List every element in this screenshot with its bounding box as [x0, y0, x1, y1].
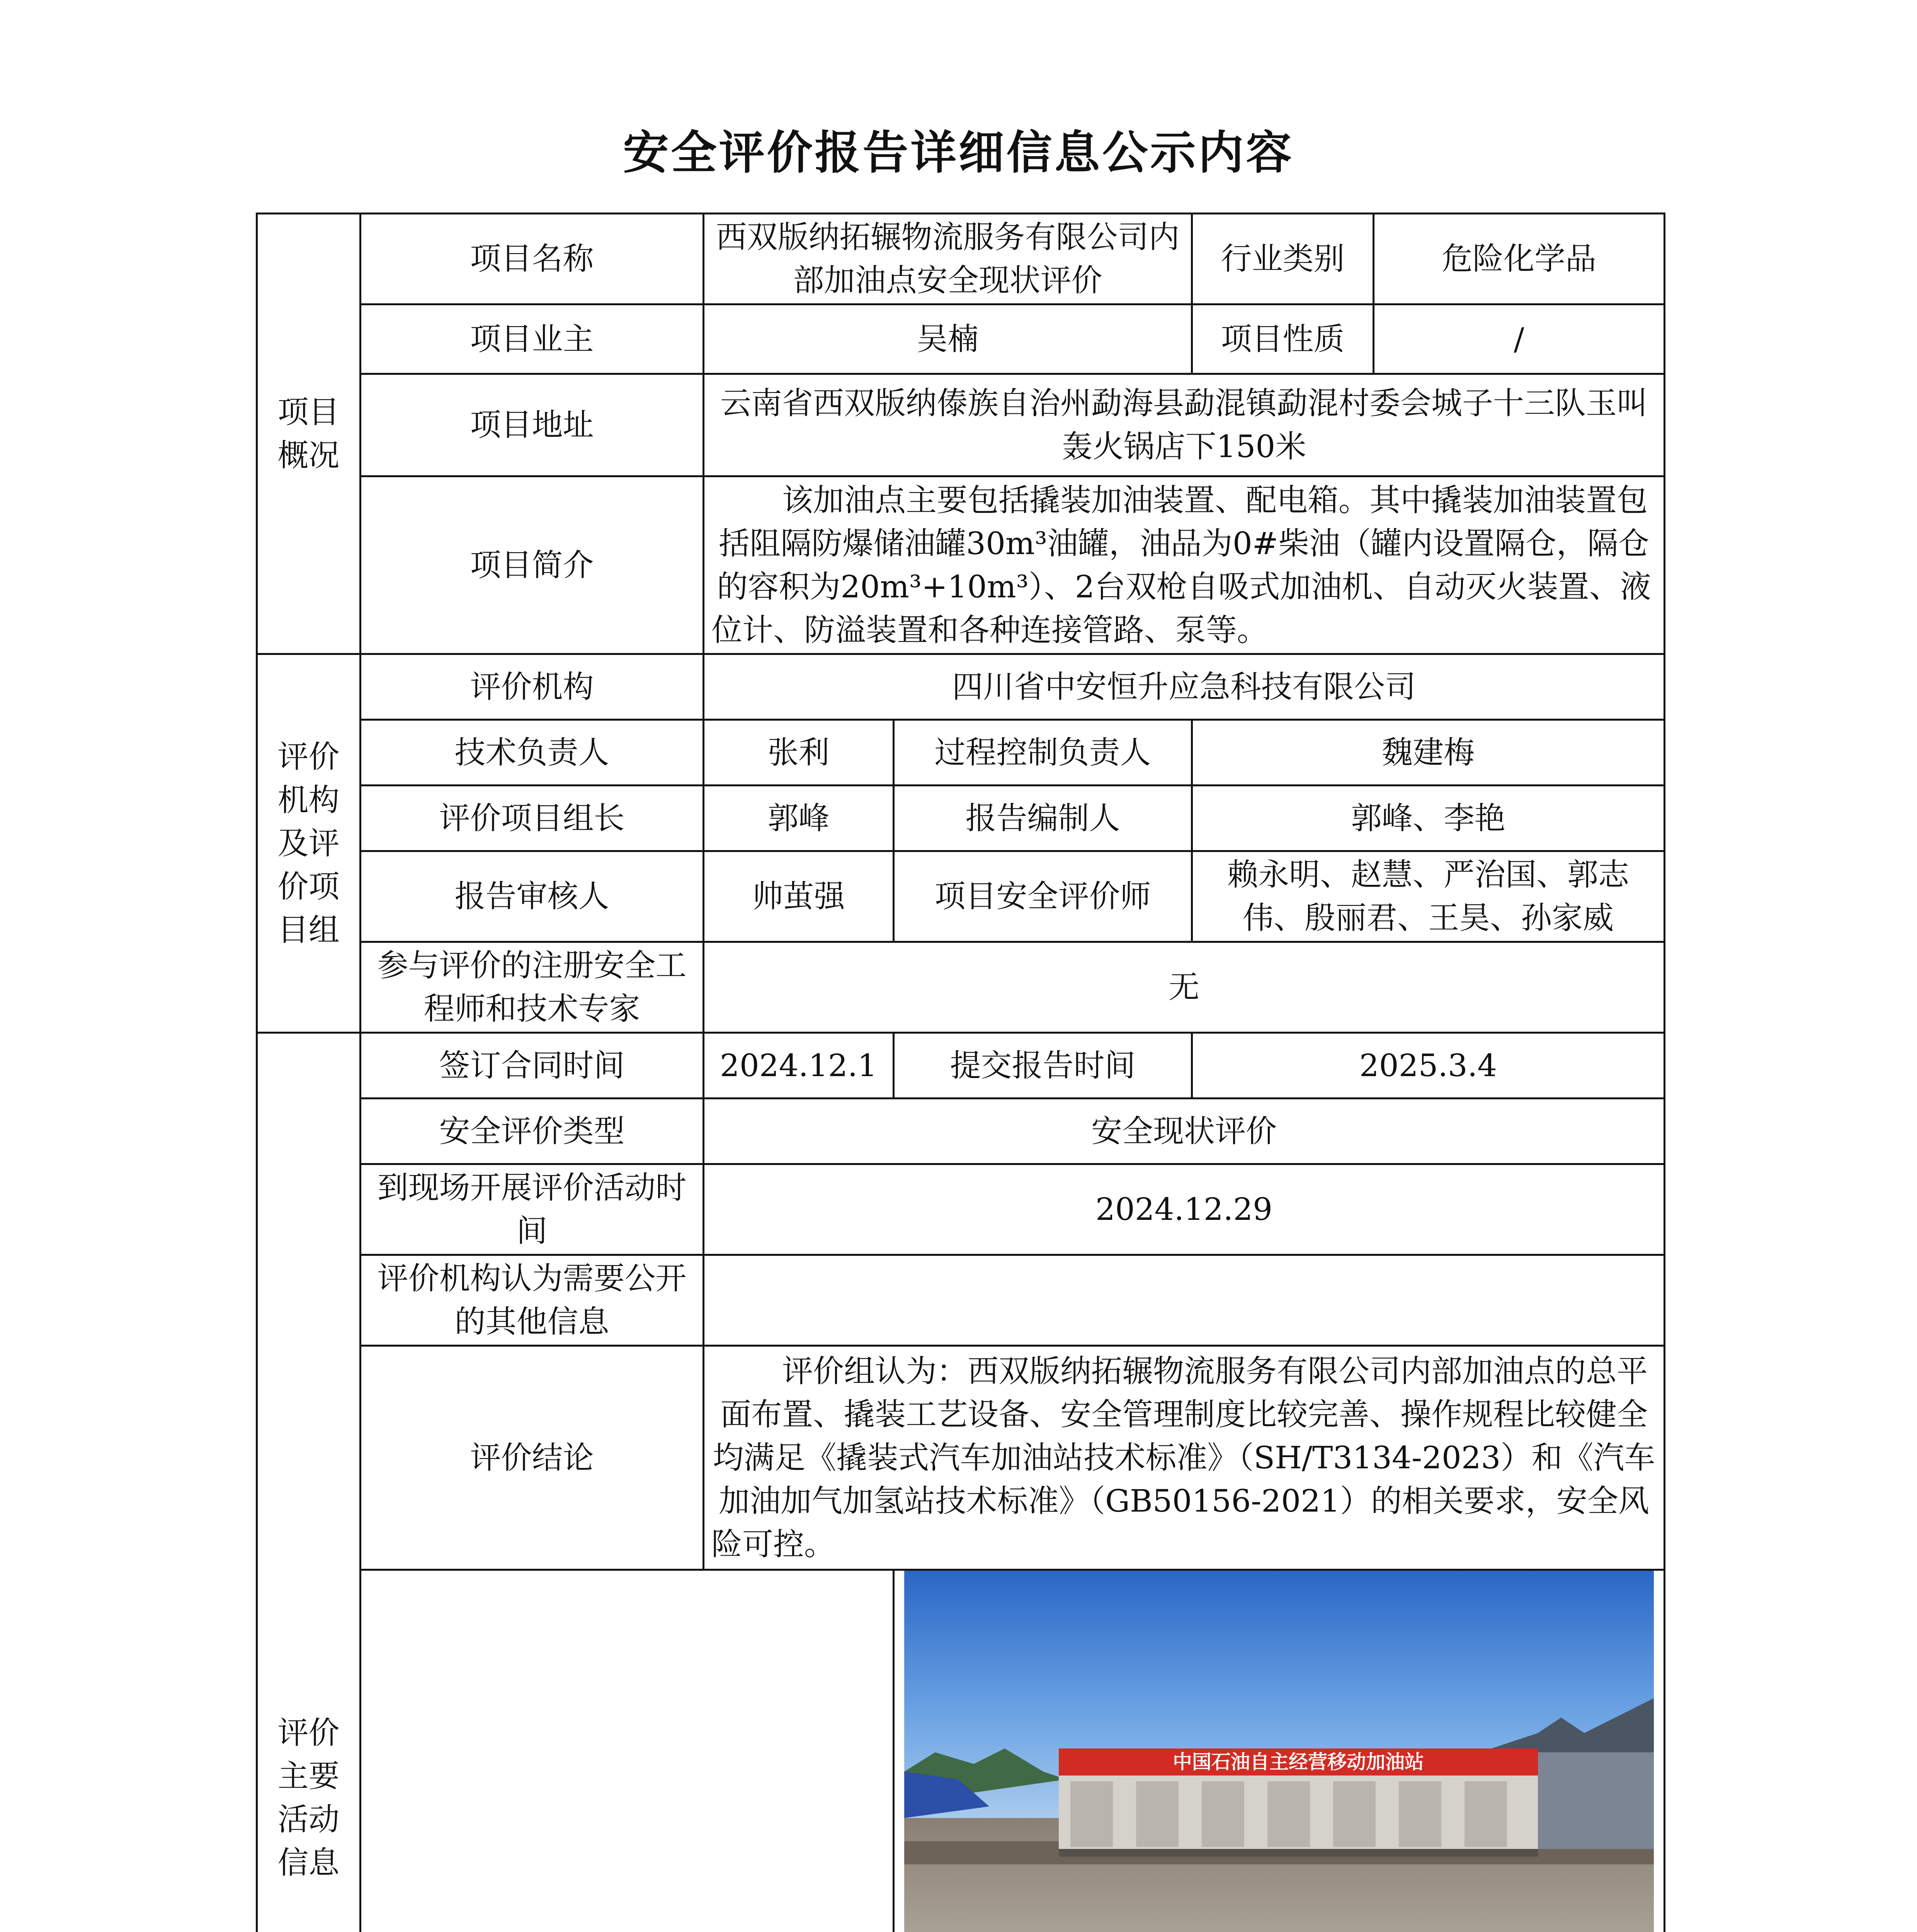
team-leader-label: 评价项目组长: [361, 786, 704, 851]
project-intro-label: 项目简介: [361, 476, 704, 654]
industry-value: 危险化学品: [1374, 214, 1665, 304]
process-lead-value: 魏建梅: [1192, 720, 1665, 786]
site-date-label: 到现场开展评价活动时间: [361, 1164, 704, 1255]
info-table: [256, 213, 1665, 1932]
project-name-label: 项目名称: [361, 214, 704, 304]
project-nature-label: 项目性质: [1192, 304, 1374, 374]
contract-date-value: 2024.12.1: [704, 1033, 894, 1099]
project-name-value: 西双版纳拓辗物流服务有限公司内部加油点安全现状评价: [704, 214, 1192, 304]
assessors-value: 赖永明、赵慧、严治国、郭志伟、殷丽君、王昊、孙家威: [1192, 851, 1665, 942]
other-info-value: [704, 1255, 1665, 1346]
experts-label: 参与评价的注册安全工程师和技术专家: [361, 942, 704, 1033]
project-owner-value: 吴楠: [704, 304, 1192, 374]
submit-date-value: 2025.3.4: [1192, 1033, 1665, 1099]
eval-type-label: 安全评价类型: [361, 1099, 704, 1164]
agency-label: 评价机构: [361, 654, 704, 720]
submit-date-label: 提交报告时间: [894, 1033, 1192, 1099]
site-photos-label: [361, 1570, 894, 1932]
page-title: 安全评价报告详细信息公示内容: [623, 126, 1294, 179]
tech-lead-value: 张利: [704, 720, 894, 786]
project-intro-value: [704, 476, 1665, 654]
conclusion-label: 评价结论: [361, 1346, 704, 1570]
report-author-value: 郭峰、李艳: [1192, 786, 1665, 851]
site-photo-front: [904, 1571, 1654, 1932]
project-address-label: 项目地址: [361, 374, 704, 476]
report-author-label: 报告编制人: [894, 786, 1192, 851]
process-lead-label: 过程控制负责人: [894, 720, 1192, 786]
contract-date-label: 签订合同时间: [361, 1033, 704, 1099]
section-overview-label: [257, 214, 361, 654]
project-address-value: 云南省西双版纳傣族自治州勐海县勐混镇勐混村委会城子十三队玉叫轰火锅店下150米: [704, 374, 1665, 476]
conclusion-value: [704, 1346, 1665, 1570]
experts-value: 无: [704, 942, 1665, 1033]
agency-value: 四川省中安恒升应急科技有限公司: [704, 654, 1665, 720]
section-agency-text: 评价 机构 及评 价项 目组: [277, 738, 340, 948]
conclusion-text: 评价组认为：西双版纳拓辗物流服务有限公司内部加油点的总平面布置、撬装工艺设备、安全管理制度比较完善、操作规程比较健全均满足《撬装式汽车加油站技术标准》（SH/T3134-2023）和《汽车加油加气加氢站技术标准》（GB50156-2021）的相关要求，安全风险可控。: [711, 1353, 1655, 1562]
project-intro-text: 该加油点主要包括撬装加油装置、配电箱。其中撬装加油装置包括阻隔防爆储油罐30m³油罐，油品为0#柴油（罐内设置隔仓，隔仓的容积为20m³+10m³）、2台双枪自吸式加油机、自动灭火装置、液位计、防溢装置和各种连接管路、泵等。: [711, 482, 1651, 648]
site-photos-cell: [894, 1570, 1665, 1932]
team-leader-value: 郭峰: [704, 786, 894, 851]
eval-type-value: 安全现状评价: [704, 1099, 1665, 1164]
section-agency-label: [257, 654, 361, 1033]
project-owner-label: 项目业主: [361, 304, 704, 374]
report-reviewer-value: 帅茧强: [704, 851, 894, 942]
section-overview-text: 项目 概况: [277, 394, 340, 473]
report-reviewer-label: 报告审核人: [361, 851, 704, 942]
other-info-label: 评价机构认为需要公开的其他信息: [361, 1255, 704, 1346]
assessors-label: 项目安全评价师: [894, 851, 1192, 942]
industry-label: 行业类别: [1192, 214, 1374, 304]
site-date-value: 2024.12.29: [704, 1164, 1665, 1255]
station-sign-text: 中国石油自主经营移动加油站: [1173, 1751, 1424, 1773]
project-nature-value: /: [1374, 304, 1665, 374]
section-activity-text: 评价 主要 活动 信息: [277, 1715, 340, 1881]
section-activity-label: [257, 1033, 361, 1932]
tech-lead-label: 技术负责人: [361, 720, 704, 786]
